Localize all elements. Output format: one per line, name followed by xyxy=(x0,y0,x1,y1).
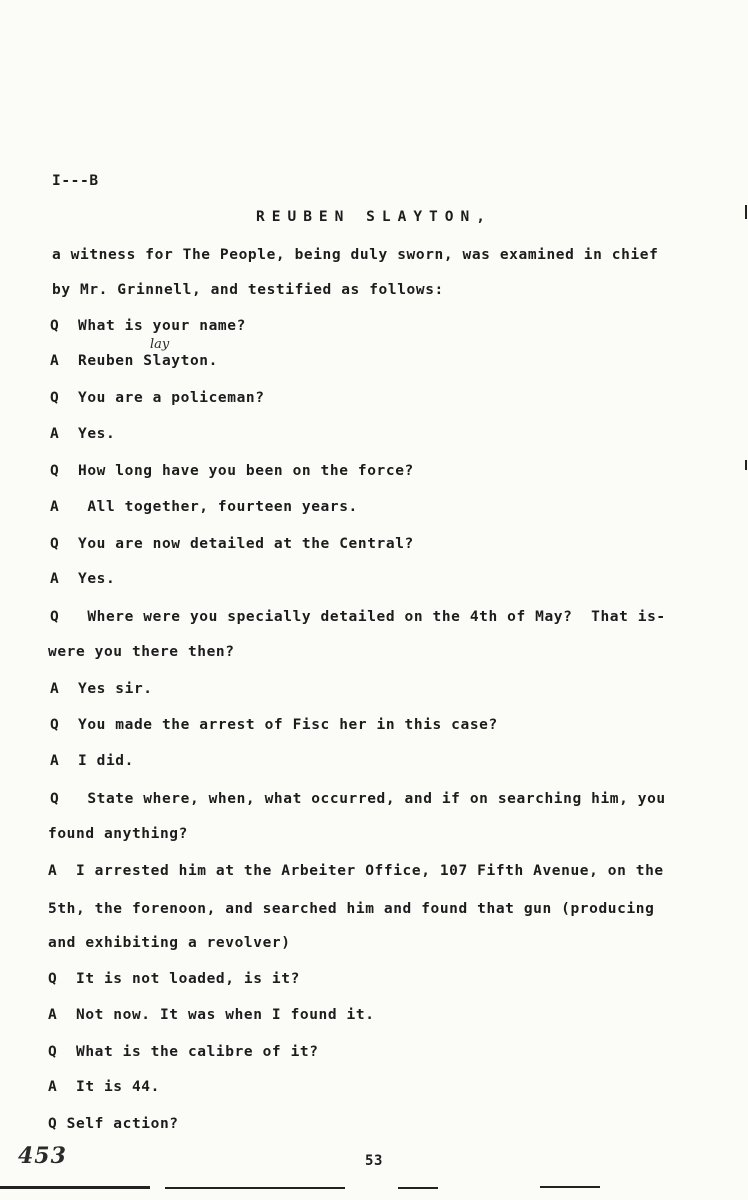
body-line: A I arrested him at the Arbeiter Office, 107 Fifth Avenue, on the xyxy=(48,863,664,879)
body-line: A Not now. It was when I found it. xyxy=(48,1007,375,1023)
section-code: I---B xyxy=(52,173,99,189)
bottom-edge-mark xyxy=(0,1186,150,1189)
body-line: and exhibiting a revolver) xyxy=(48,935,291,951)
page-number: 53 xyxy=(364,1153,384,1169)
body-line: A Yes. xyxy=(50,571,116,587)
body-line: Q Where were you specially detailed on the 4th of May? That is- xyxy=(50,609,666,625)
witness-heading: REUBEN SLAYTON, xyxy=(256,209,492,225)
body-line: Q You are a policeman? xyxy=(50,390,265,406)
body-line: A Yes. xyxy=(50,426,116,442)
handwritten-correction: lay xyxy=(150,337,170,352)
body-line: Q Self action? xyxy=(48,1116,179,1132)
body-line: Q State where, when, what occurred, and if on searching him, you xyxy=(50,791,666,807)
body-line: Q You are now detailed at the Central? xyxy=(50,536,414,552)
bottom-edge-mark xyxy=(165,1187,345,1189)
body-line: 5th, the forenoon, and searched him and found that gun (producing xyxy=(48,901,655,917)
body-line: A I did. xyxy=(50,753,134,769)
body-line: found anything? xyxy=(48,826,188,842)
body-line: a witness for The People, being duly sworn, was examined in chief xyxy=(52,247,659,263)
handwritten-folio-number: 453 xyxy=(18,1143,67,1169)
body-line: Q It is not loaded, is it? xyxy=(48,971,300,987)
bottom-edge-mark xyxy=(398,1187,438,1189)
body-line: Q You made the arrest of Fisc her in this case? xyxy=(50,717,498,733)
body-line: A Reuben Slayton. xyxy=(50,353,218,369)
body-line: Q How long have you been on the force? xyxy=(50,463,414,479)
body-line: were you there then? xyxy=(48,644,235,660)
body-line: A All together, fourteen years. xyxy=(50,499,358,515)
bottom-edge-mark xyxy=(540,1186,600,1188)
body-line: Q What is the calibre of it? xyxy=(48,1044,319,1060)
right-edge-mark xyxy=(745,460,747,470)
right-edge-mark xyxy=(745,205,747,219)
body-line: Q What is your name? xyxy=(50,318,246,334)
body-line: by Mr. Grinnell, and testified as follows: xyxy=(52,282,444,298)
body-line: A Yes sir. xyxy=(50,681,153,697)
body-line: A It is 44. xyxy=(48,1079,160,1095)
